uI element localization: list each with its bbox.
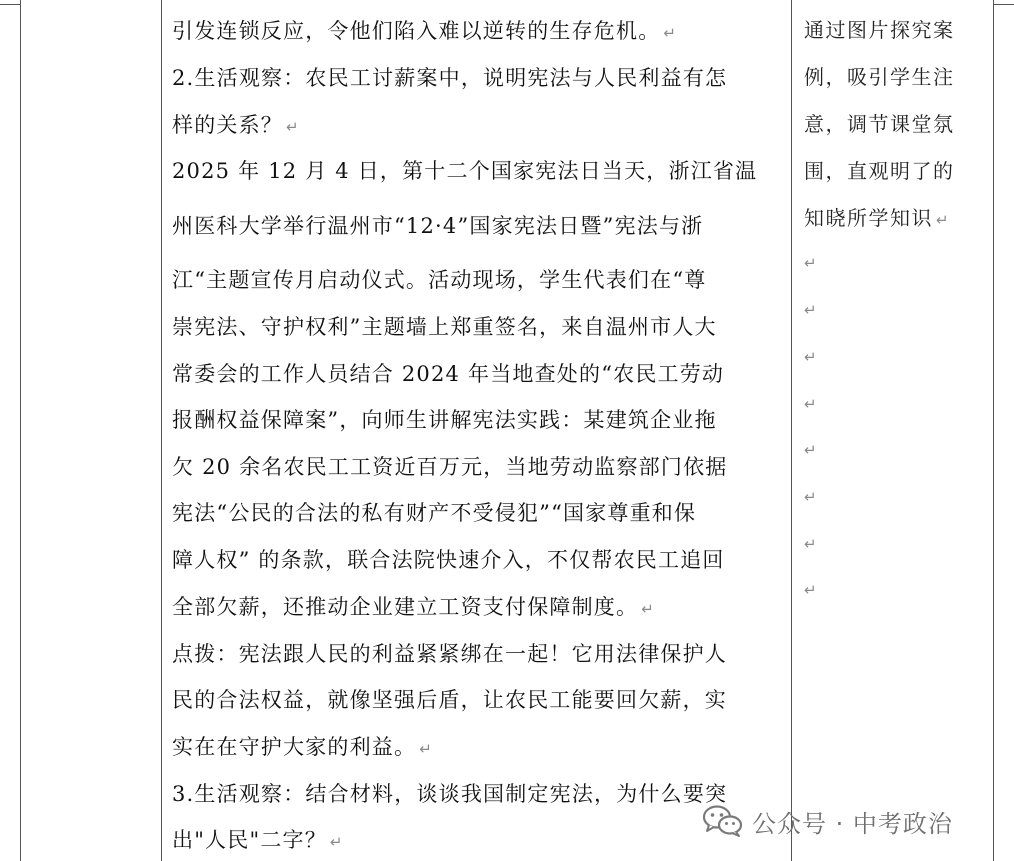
text-line: 点拨：宪法跟人民的利益紧紧绑在一起！它用法律保护人 — [172, 642, 727, 666]
text-line: 崇宪法、守护权利”主题墙上郑重签名，来自温州市人大 — [172, 315, 717, 339]
paragraph-mark: ↵ — [663, 24, 676, 42]
text-line: 全部欠薪，还推动企业建立工资支付保障制度。 ↵ — [172, 595, 654, 619]
text-line: 报酬权益保障案”，向师生讲解宪法实践：某建筑企业拖 — [172, 408, 717, 432]
text-line: 障人权” 的条款，联合法院快速介入，不仅帮农民工追回 — [172, 548, 725, 572]
paragraph-mark: ↵ — [804, 395, 817, 413]
note-line: 意，调节课堂氛 — [804, 112, 955, 136]
text-line: 2025 年 12 月 4 日，第十二个国家宪法日当天，浙江省温 — [172, 159, 758, 183]
table-border-right — [993, 0, 994, 861]
paragraph-mark: ↵ — [936, 211, 949, 229]
text-line: 欠 20 余名农民工工资近百万元，当地劳动监察部门依据 — [172, 455, 728, 479]
paragraph-mark: ↵ — [804, 348, 817, 366]
table-stub-right — [993, 4, 1014, 5]
note-line: 通过图片探究案 — [804, 18, 955, 42]
text-line: 样的关系？ ↵ — [172, 113, 299, 137]
text-line: 引发连锁反应，令他们陷入难以逆转的生存危机。 ↵ — [172, 19, 676, 43]
paragraph-mark: ↵ — [804, 488, 817, 506]
table-stub-left — [0, 4, 20, 5]
text-line: 民的合法权益，就像坚强后盾，让农民工能要回欠薪，实 — [172, 688, 727, 712]
text-line: 2.生活观察：农民工讨薪案中，说明宪法与人民利益有怎 — [172, 66, 728, 90]
text-line: 州医科大学举行温州市“12·4”国家宪法日暨”宪法与浙 — [172, 214, 704, 238]
table-border-col1 — [161, 0, 162, 861]
paragraph-mark: ↵ — [804, 535, 817, 553]
wechat-watermark — [702, 801, 953, 841]
paragraph-mark: ↵ — [641, 600, 654, 618]
text-line: 实在在守护大家的利益。 ↵ — [172, 735, 432, 759]
text-line: 出"人民"二字？ ↵ — [172, 828, 343, 852]
note-line: 例，吸引学生注 — [804, 65, 955, 89]
watermark-text: 公众号 · 中考政治 — [752, 809, 953, 838]
text-line: 宪法“公民的合法的私有财产不受侵犯”“国家尊重和保 — [172, 501, 697, 525]
paragraph-mark: ↵ — [286, 118, 299, 136]
paragraph-mark: ↵ — [804, 301, 817, 319]
table-border-col2 — [791, 0, 792, 861]
wechat-logo-icon — [702, 804, 744, 838]
text-line: 常委会的工作人员结合 2024 年当地查处的“农民工劳动 — [172, 362, 725, 386]
paragraph-mark: ↵ — [329, 833, 343, 851]
note-line: 围，直观明了的 — [804, 159, 955, 183]
text-line: 江“主题宣传月启动仪式。活动现场，学生代表们在“尊 — [172, 268, 707, 292]
paragraph-mark: ↵ — [804, 581, 817, 599]
note-line: 知晓所学知识 ↵ — [804, 206, 949, 230]
paragraph-mark: ↵ — [419, 740, 432, 758]
text-line: 3.生活观察：结合材料，谈谈我国制定宪法，为什么要突 — [172, 782, 728, 806]
paragraph-mark: ↵ — [804, 254, 817, 272]
table-border-left — [20, 0, 21, 861]
paragraph-mark: ↵ — [804, 441, 817, 459]
